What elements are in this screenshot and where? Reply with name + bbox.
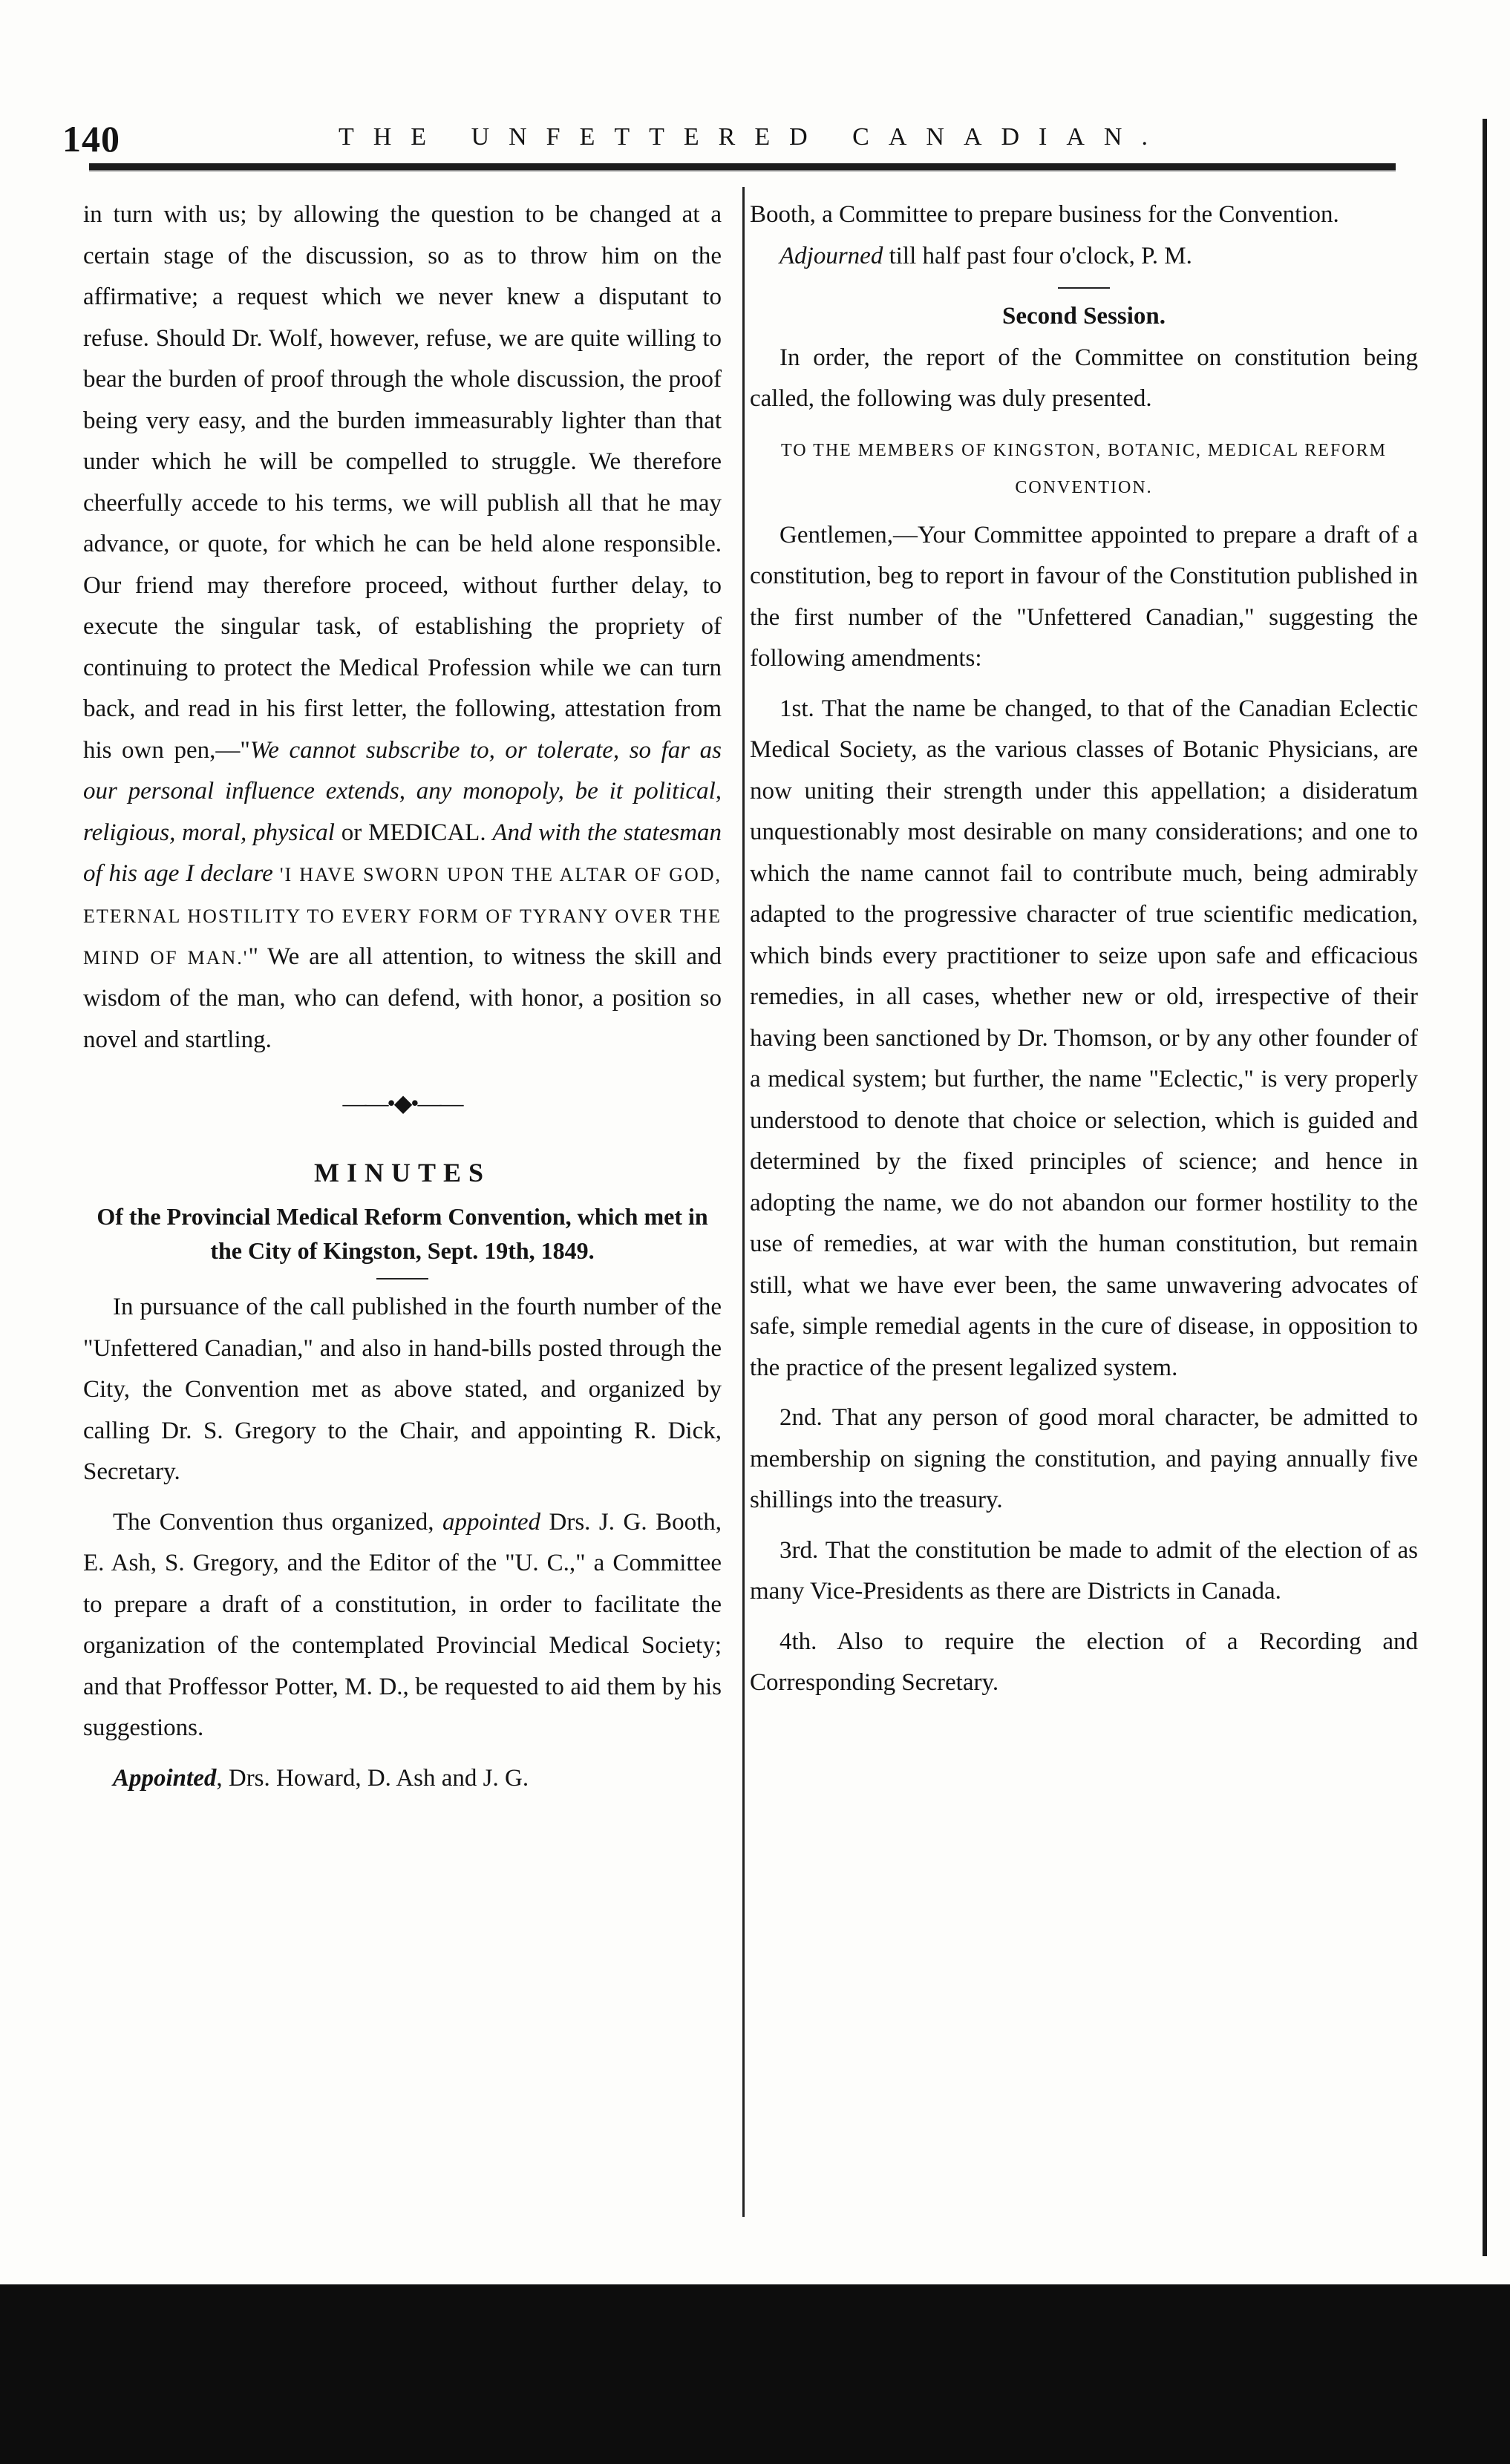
left-paragraph-1 (83, 194, 722, 1061)
text-run: " We are all attention, to witness the skill and wisdom of the man, who can defend, with honor, a position so novel and startling. (83, 943, 722, 1053)
address-heading: TO THE MEMBERS OF KINGSTON, BOTANIC, MEDICAL REFORM CONVENTION. (781, 440, 1387, 497)
right-paragraph-1: Booth, a Committee to prepare business for the Convention. (750, 201, 1339, 228)
right-paragraph-3: Gentlemen,—Your Committee appointed to prepare a draft of a constitution, beg to report in favour of the Constitution published in the first number of the "Unfettered Canadian," suggesting the following amendments: (750, 521, 1418, 672)
amendment-1: 1st. That the name be changed, to that of the Canadian Eclectic Medical Society, as the various classes of Botanic Physicians, are now uniting their strength under this appellation; a disideratum unquestionably most desirable on many considerations; and one to which the name cannot fail to contribute much, being admirably adapted to the progressive character of true scientific medication, which binds every practitioner to seize upon safe and efficacious remedies, in all cases, whether new or old, irrespective of their having been sanctioned by Dr. Thomson, or by any other founder of a medical system; but further, the name "Eclectic," is very properly understood to denote that choice or selection, which is guided and determined by the fixed principles of science; and hence in adopting the name, we do not abandon our former hostility to the use of remedies, at war with the human constitution, but remain still, what we have ever been, the same unwavering advocates of safe, simple remedial agents in the cure of disease, in opposition to the practice of the present legalized system. (750, 695, 1418, 1381)
right-paragraph-2: In order, the report of the Committee on constitution being called, the following was duly presented. (750, 344, 1418, 412)
short-rule (376, 1278, 428, 1279)
minutes-subtitle: Of the Provincial Medical Reform Convention, which met in the City of Kingston, Sept. 19th, 1849. (97, 1203, 708, 1264)
left-paragraph-2: In pursuance of the call published in the fourth number of the "Unfettered Canadian," and also in hand-bills posted through the City, the Convention met as above stated, and organized by calling Dr. S. Gregory to the Chair, and appointing R. Dick, Secretary. (83, 1294, 722, 1485)
scan-bottom-border (0, 2284, 1510, 2464)
text-run: Drs. J. G. Booth, E. Ash, S. Gregory, and the Editor of the "U. C.," a Committee to prepare a draft of a constitution, in order to facilitate the organization of the contemplated Provincial Medical Society; and that Proffessor Potter, M. D., be requested to aid them by his suggestions. (83, 1508, 722, 1741)
left-paragraph-3 (83, 1502, 722, 1749)
section-ornament: ——•◆•—— (342, 1090, 463, 1116)
italic-word: appointed (442, 1508, 541, 1536)
short-rule (1058, 287, 1110, 289)
right-column (750, 194, 1418, 1704)
italic-word: Appointed (113, 1764, 217, 1792)
second-session-heading: Second Session. (1001, 303, 1166, 330)
column-divider (742, 187, 745, 2217)
text-run: in turn with us; by allowing the question to be changed at a certain stage of the discussion, so as to throw him on the affirmative; a request which we never knew a disputant to refuse. Should Dr. Wolf, however, refuse, we are quite willing to bear the burden of proof through the whole discussion, the proof being very easy, and the burden immeasurably lighter than that under which he will be compelled to struggle. We therefore cheerfully accede to his terms, we will publish all that he may advance, or quote, for which he can be held alone responsible. Our friend may therefore proceed, without further delay, to execute the singular task, of establishing the propriety of continuing to protect the Medical Profession while we can turn back, and read in his first letter, the following, attestation from his own pen,—" (83, 201, 722, 764)
adjourned-line (750, 236, 1418, 278)
minutes-title: MINUTES (313, 1157, 491, 1187)
amendment-4: 4th. Also to require the election of a Recording and Corresponding Secretary. (750, 1628, 1418, 1696)
text-run: till half past four o'clock, P. M. (883, 242, 1192, 269)
amendment-2: 2nd. That any person of good moral character, be admitted to membership on signing the constitution, and paying annually five shillings into the treasury. (750, 1404, 1418, 1513)
text-run: or MEDICAL. (334, 819, 493, 846)
text-run: , Drs. Howard, D. Ash and J. G. (216, 1764, 529, 1792)
italic-word: Adjourned (779, 242, 883, 269)
italic-quote: And with the statesman of his age I declare (83, 819, 722, 887)
page-header (62, 117, 1399, 159)
page-edge-line (1483, 119, 1487, 2256)
header-rule (89, 163, 1396, 171)
left-column (83, 194, 722, 1799)
text-run: The Convention thus organized, (113, 1508, 443, 1536)
running-title: THE UNFETTERED CANADIAN. (338, 123, 1167, 151)
page-number: 140 (62, 118, 120, 160)
amendment-3: 3rd. That the constitution be made to admit of the election of as many Vice-Presidents as there are Districts in Canada. (750, 1536, 1418, 1605)
italic-quote: We cannot subscribe to, or tolerate, so far as our personal influence extends, any monopoly, be it political, religious, moral, physical (83, 736, 722, 846)
left-paragraph-4 (83, 1758, 722, 1800)
caps-quote: 'I HAVE SWORN UPON THE ALTAR OF GOD, ETERNAL HOSTILITY TO EVERY FORM OF TYRANY OVER THE MIND OF MAN.' (83, 864, 722, 969)
